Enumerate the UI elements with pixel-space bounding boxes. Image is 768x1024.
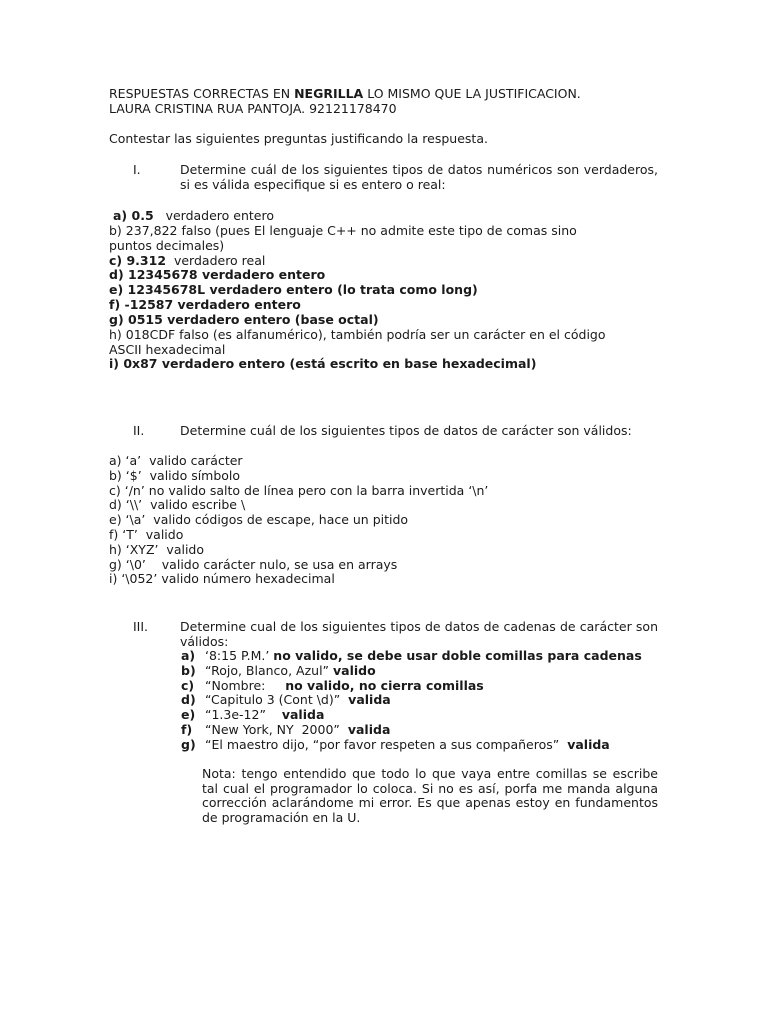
answer-line <box>109 312 379 327</box>
section-2-numeral: II. <box>133 423 145 438</box>
answer-line <box>109 223 577 238</box>
answer-bold: g) 0515 verdadero entero (base octal) <box>109 312 379 327</box>
header-text: RESPUESTAS CORRECTAS EN <box>109 86 295 101</box>
string-answer-line <box>181 678 484 693</box>
item-answer: valida <box>567 737 610 752</box>
answer-text: verdadero entero <box>153 208 275 223</box>
section-1-numeral: I. <box>133 162 141 177</box>
answer-line <box>109 238 224 253</box>
item-answer: valido <box>333 663 376 678</box>
item-text: “Rojo, Blanco, Azul” <box>205 663 333 678</box>
item-text: “Nombre: <box>205 678 286 693</box>
item-answer: no valido, no cierra comillas <box>285 678 484 693</box>
item-text: “El maestro dijo, “por favor respeten a sus compañeros” <box>205 737 568 752</box>
section-1-question: Determine cuál de los siguientes tipos de datos numéricos son verdaderos, si es válida especifique si es entero o real: <box>180 162 658 192</box>
answer-bold: i) 0x87 verdadero entero (está escrito en base hexadecimal) <box>109 356 537 371</box>
string-answer-line <box>181 663 376 678</box>
item-letter: c) <box>181 678 195 693</box>
answer-line: h) ‘XYZ’ valido <box>109 542 205 557</box>
item-text: “1.3e-12” <box>205 707 282 722</box>
answer-line: i) ‘\052’ valido número hexadecimal <box>109 571 335 586</box>
answer-text: h) 018CDF falso (es alfanumérico), también podría ser un carácter en el código <box>109 327 606 342</box>
string-answer-line <box>181 737 610 752</box>
item-letter: a) <box>181 648 196 663</box>
answer-bold: a) 0.5 <box>113 208 154 223</box>
string-answer-line <box>181 707 324 722</box>
item-answer: valida <box>281 707 325 722</box>
answer-line: b) ‘$’ valido símbolo <box>109 468 241 483</box>
answer-line <box>109 356 536 371</box>
item-letter: f) <box>181 722 193 737</box>
answer-line <box>109 267 325 282</box>
header-text: LO MISMO QUE LA JUSTIFICACION. <box>363 86 581 101</box>
note-paragraph: Nota: tengo entendido que todo lo que vaya entre comillas se escribe tal cual el programador lo coloca. Si no es así, porfa me manda alguna corrección aclarándome mi error. Es que apenas estoy en fundamentos de programación en la U. <box>202 766 658 825</box>
section-3-numeral: III. <box>133 619 149 634</box>
item-text: ‘8:15 P.M.’ <box>205 648 274 663</box>
string-answer-line <box>181 648 642 663</box>
answer-bold: f) -12587 verdadero entero <box>109 297 301 312</box>
section-3-question: Determine cual de los siguientes tipos de datos de cadenas de carácter son válidos: <box>180 619 658 649</box>
answer-line <box>109 297 301 312</box>
answer-bold: c) 9.312 <box>109 253 167 268</box>
answer-text: ASCII hexadecimal <box>109 342 226 357</box>
item-answer: valida <box>347 722 391 737</box>
author-line: LAURA CRISTINA RUA PANTOJA. 92121178470 <box>109 101 397 116</box>
answer-line: a) ‘a’ valido carácter <box>109 453 243 468</box>
answer-line: g) ‘\0’ valido carácter nulo, se usa en arrays <box>109 557 398 572</box>
answer-line <box>113 208 274 223</box>
item-letter: b) <box>181 663 196 678</box>
item-letter: e) <box>181 707 196 722</box>
answer-text: verdadero real <box>166 253 266 268</box>
section-2-question: Determine cuál de los siguientes tipos de datos de carácter son válidos: <box>180 423 632 438</box>
answer-line <box>109 342 225 357</box>
string-answer-line <box>181 722 390 737</box>
item-answer: valida <box>348 692 391 707</box>
answer-bold: d) 12345678 verdadero entero <box>109 267 326 282</box>
string-answer-line <box>181 692 391 707</box>
item-text: “New York, NY 2000” <box>205 722 348 737</box>
answer-line <box>109 282 478 297</box>
answer-line <box>109 327 606 342</box>
item-answer: no valido, se debe usar doble comillas para cadenas <box>273 648 642 663</box>
answer-line: e) ‘\a’ valido códigos de escape, hace un pitido <box>109 512 409 527</box>
item-letter: d) <box>181 692 196 707</box>
item-text: “Capitulo 3 (Cont \d)” <box>205 692 349 707</box>
header-line-1 <box>109 86 581 101</box>
answer-bold: e) 12345678L verdadero entero (lo trata como long) <box>109 282 478 297</box>
answer-text: puntos decimales) <box>109 238 225 253</box>
answer-line <box>109 253 265 268</box>
answer-line: c) ‘/n’ no valido salto de línea pero con la barra invertida ‘\n’ <box>109 483 489 498</box>
answer-line: d) ‘\\’ valido escribe \ <box>109 497 246 512</box>
header-bold-word: NEGRILLA <box>294 86 364 101</box>
instruction-text: Contestar las siguientes preguntas justificando la respuesta. <box>109 131 488 146</box>
answer-line: f) ‘T’ valido <box>109 527 184 542</box>
item-letter: g) <box>181 737 196 752</box>
answer-text: b) 237,822 falso (pues El lenguaje C++ no admite este tipo de comas sino <box>109 223 577 238</box>
